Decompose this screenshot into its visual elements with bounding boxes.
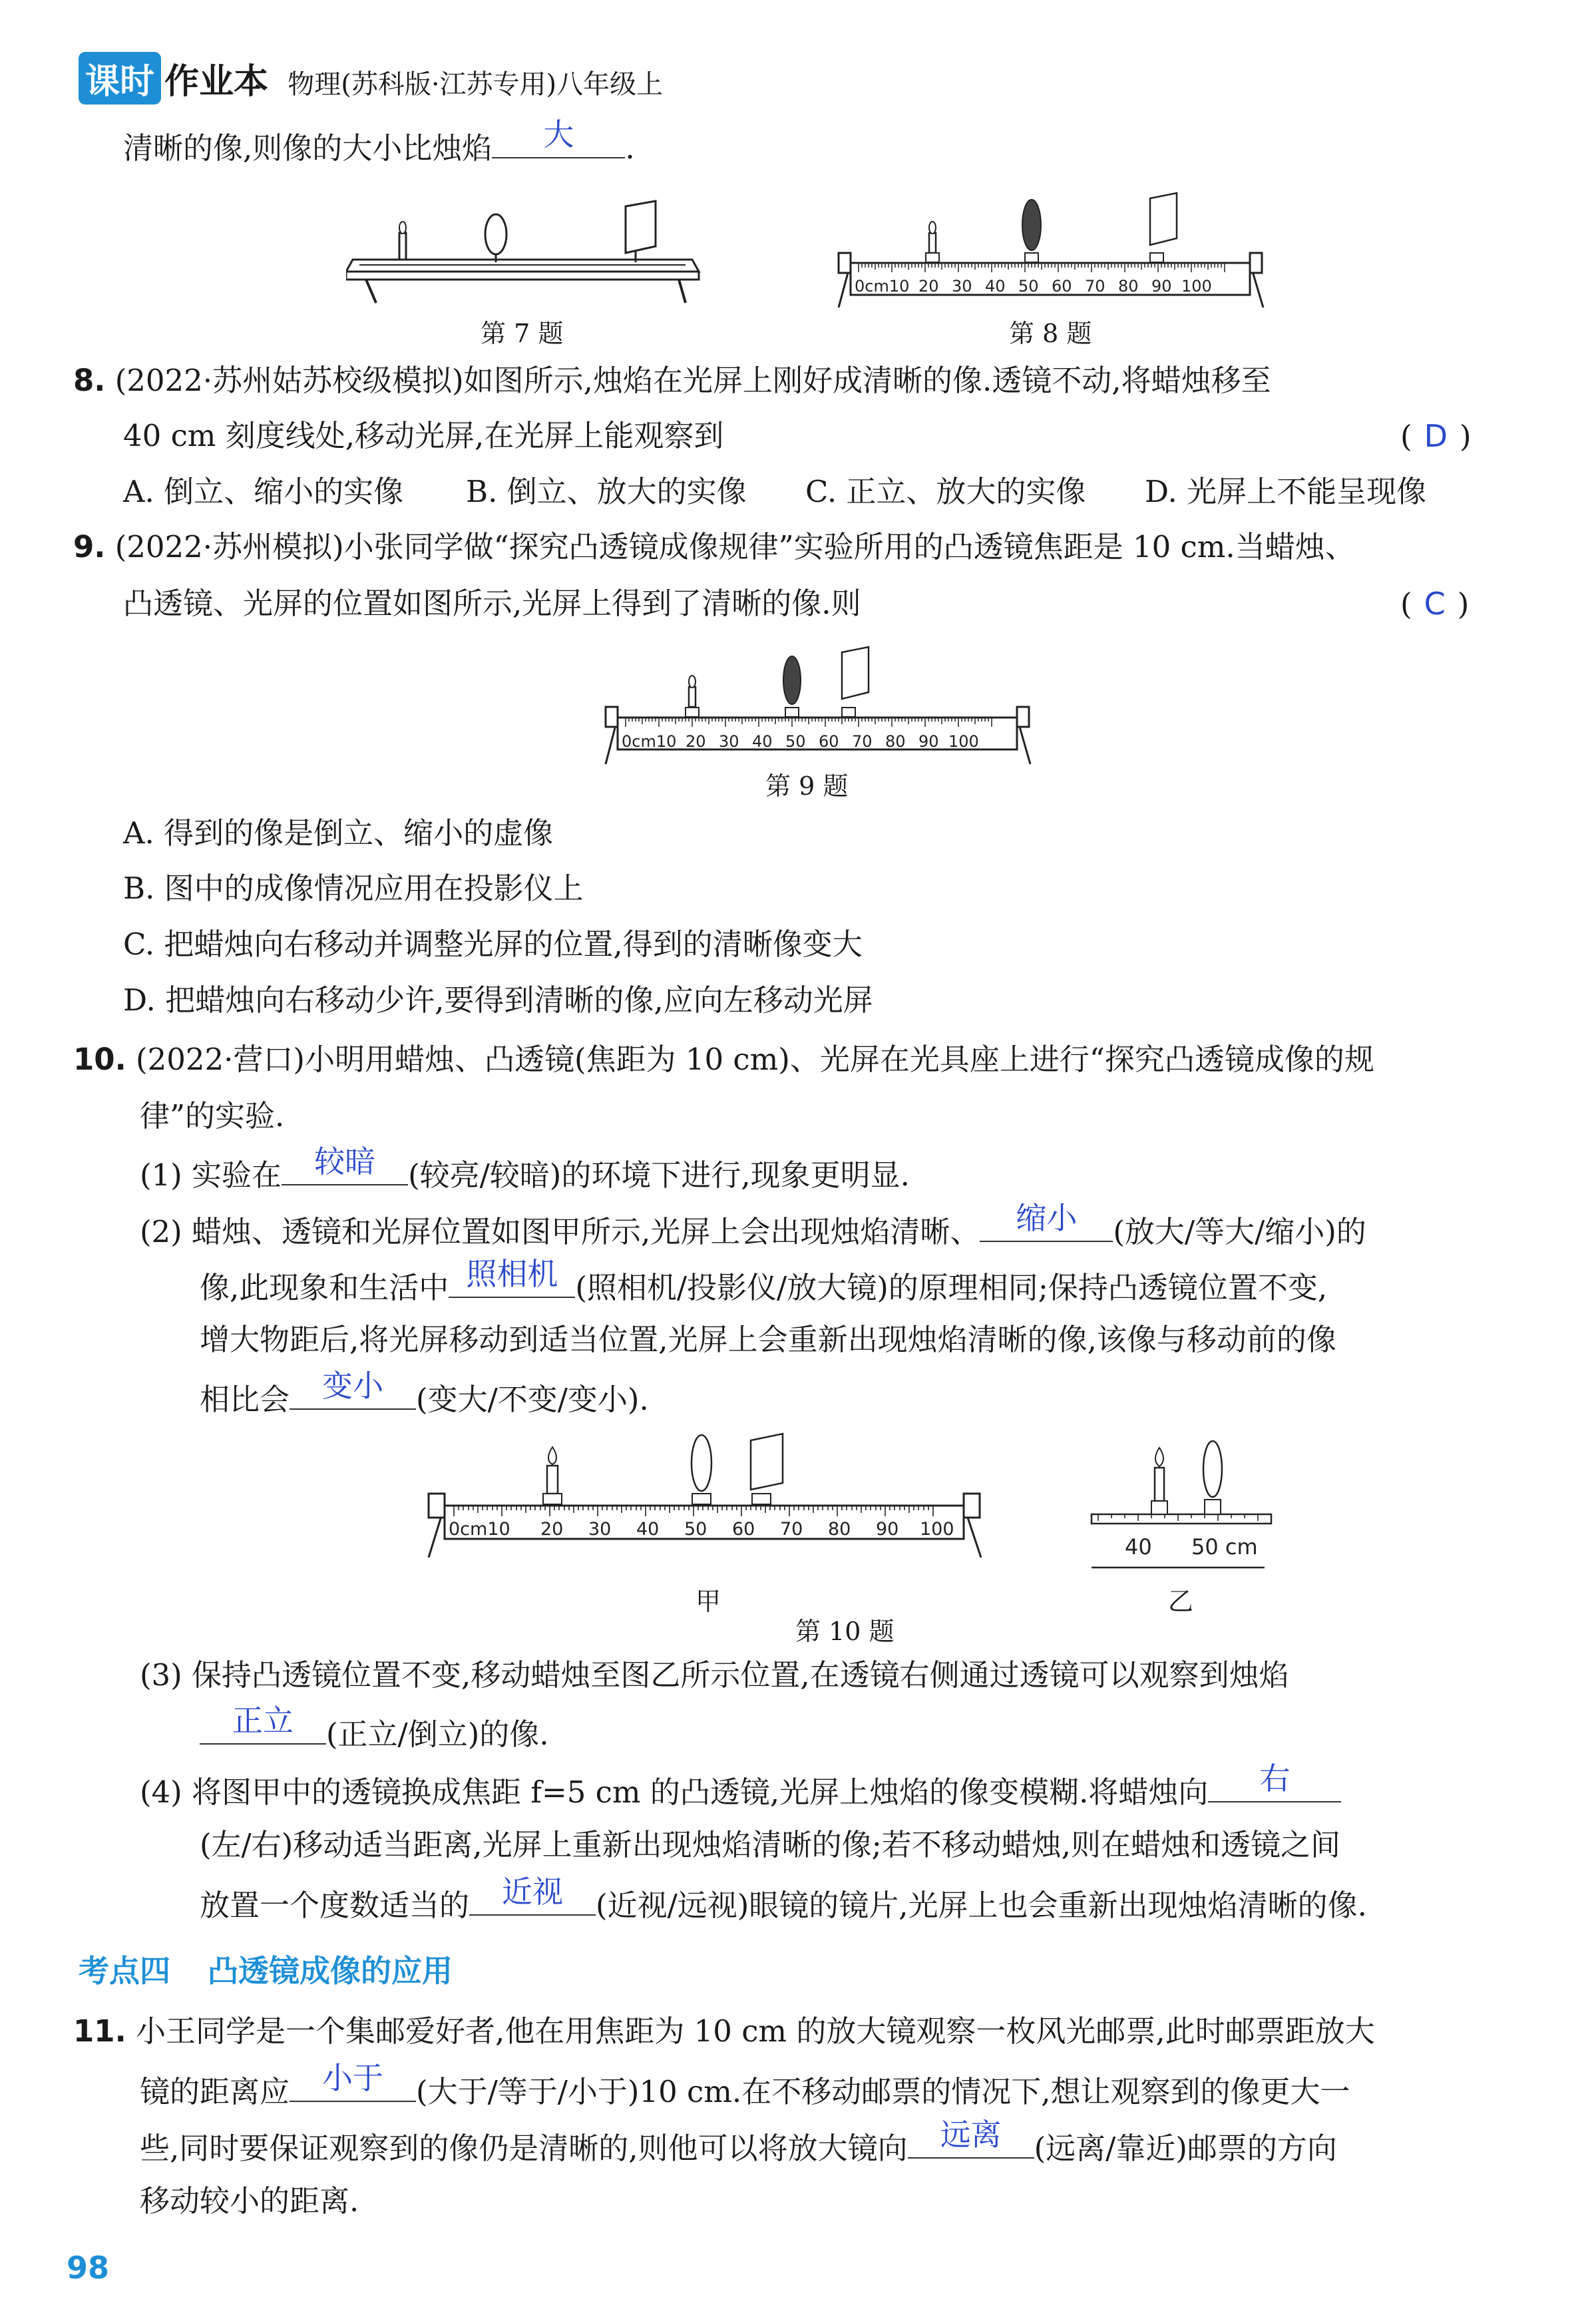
section-heading: [79, 1947, 453, 1991]
q7-answer: 大: [543, 116, 574, 152]
figure-8: [832, 186, 1271, 313]
q10-part2-line3: 增大物距后,将光屏移动到适当位置,光屏上会重新出现烛焰清晰的像,该像与移动前的像: [200, 1322, 1336, 1357]
q9-option-c: C. 把蜡烛向右移动并调整光屏的位置,得到的清晰像变大: [123, 927, 863, 962]
q10-part2-line4: [200, 1367, 649, 1418]
q11-line2: [140, 2059, 1350, 2110]
q10-part4-line2: (左/右)移动适当距离,光屏上重新出现烛焰清晰的像;若不移动蜡烛,则在蜡烛和透镜之间: [200, 1827, 1341, 1862]
brand-logo: 课时: [79, 52, 161, 105]
q8-stem-1: (2022·苏州姑苏校级模拟)如图所示,烛焰在光屏上刚好成清晰的像.透镜不动,将蜡烛移至: [114, 363, 1271, 398]
fig9-tick-label: 20: [686, 732, 706, 751]
fig8-tick-label: 100: [1181, 277, 1212, 296]
q8-answer-paren: [1400, 418, 1472, 454]
q7-text: 清晰的像,则像的大小比烛焰: [123, 130, 493, 166]
fig8-tick-label: 80: [1118, 277, 1139, 296]
q10-p4-l3-text: 放置一个度数适当的: [200, 1888, 470, 1923]
q9-number: 9.: [73, 529, 106, 564]
q9-stem-1: (2022·苏州模拟)小张同学做“探究凸透镜成像规律”实验所用的凸透镜焦距是 10 cm.当蜡烛、: [114, 529, 1355, 564]
fig9-tick-label: 60: [819, 732, 839, 751]
q7-tail: [123, 116, 635, 166]
q10-p2-text-after: (放大/等大/缩小)的: [1113, 1214, 1366, 1249]
paren-right: ): [1457, 586, 1470, 622]
q10-p1-answer: 较暗: [314, 1143, 376, 1179]
q10-p2-l2-text: 像,此现象和生活中: [200, 1270, 449, 1305]
q11-blank2: [908, 2116, 1034, 2159]
figure-10-b-label: 乙: [1168, 1587, 1194, 1616]
fig9-tick-label: 100: [948, 732, 979, 751]
fig10-tick-label: 80: [828, 1519, 851, 1540]
figure-8-caption: 第 8 题: [1009, 319, 1092, 348]
fig10-tick-label: 40: [636, 1519, 660, 1540]
q8-option-b: B. 倒立、放大的实像: [466, 474, 747, 509]
q8-stem-2: 40 cm 刻度线处,移动光屏,在光屏上能观察到: [123, 418, 724, 453]
q10-part4-line3: [200, 1873, 1367, 1924]
q9-line1: [73, 529, 1355, 565]
q10-part4-line1: [140, 1760, 1341, 1810]
q10-p2-answer3: 变小: [322, 1367, 384, 1404]
q11-l3-after: (远离/靠近)邮票的方向: [1034, 2131, 1337, 2166]
figure-10-a-label: 甲: [696, 1587, 721, 1616]
fig10b-tick-label: 40: [1125, 1534, 1152, 1560]
q10-p4-blank1: [1208, 1760, 1341, 1802]
figure-10-b: [1085, 1428, 1285, 1581]
fig8-tick-label: 60: [1052, 277, 1072, 296]
fig10-tick-label: 70: [780, 1519, 803, 1540]
fig9-tick-label: 70: [852, 732, 873, 751]
q10-p2-l4-after: (变大/不变/变小).: [416, 1382, 649, 1417]
q10-stem-2: 律”的实验.: [140, 1098, 285, 1134]
fig8-tick-label: 30: [952, 277, 972, 296]
fig10-tick-label: 20: [540, 1519, 564, 1540]
q10-p3-after: (正立/倒立)的像.: [326, 1717, 549, 1752]
page-number: 98: [67, 2250, 110, 2286]
q10-part1: [140, 1143, 910, 1193]
q9-answer-paren: [1400, 586, 1469, 622]
q10-p2-answer1: 缩小: [1016, 1199, 1078, 1236]
q9-stem-2: 凸透镜、光屏的位置如图所示,光屏上得到了清晰的像.则: [123, 586, 861, 621]
q10-p4-blank2: [469, 1873, 596, 1916]
figure-7: [346, 193, 705, 313]
figure-10-a: [419, 1424, 992, 1584]
q10-p4-answer2: 近视: [502, 1873, 564, 1910]
q10-part2-line2: [200, 1255, 1328, 1306]
q10-p1-blank: [282, 1143, 408, 1185]
q7-blank: [492, 116, 625, 158]
fig8-tick-label: 70: [1085, 277, 1105, 296]
fig9-tick-label: 40: [752, 732, 773, 751]
fig8-tick-label: 40: [985, 277, 1006, 296]
q11-answer2: 远离: [940, 2116, 1002, 2153]
section-title: 凸透镜成像的应用: [208, 1953, 453, 1989]
q10-p2-blank3: [290, 1367, 416, 1410]
fig10-tick-label: 100: [920, 1519, 954, 1540]
q10-p1-text-after: (较亮/较暗)的环境下进行,现象更明显.: [408, 1157, 910, 1193]
fig9-tick-label: 30: [719, 732, 739, 751]
q10-number: 10.: [73, 1042, 126, 1077]
q7-period: .: [625, 130, 635, 166]
fig8-tick-label: 0cm10: [855, 277, 910, 296]
q9-answer: C: [1424, 586, 1446, 622]
q11-l2-after: (大于/等于/小于)10 cm.在不移动邮票的情况下,想让观察到的像更大一: [416, 2074, 1350, 2109]
q11-line3: [140, 2116, 1337, 2167]
fig10-tick-label: 90: [876, 1519, 899, 1540]
figure-9: [599, 639, 1038, 772]
fig10-tick-label: 60: [732, 1519, 755, 1540]
figure-7-caption: 第 7 题: [481, 319, 564, 348]
q9-option-b: B. 图中的成像情况应用在投影仪上: [123, 871, 584, 906]
q8-answer: D: [1424, 418, 1448, 454]
q10-p2-l2-after: (照相机/投影仪/放大镜)的原理相同;保持凸透镜位置不变,: [575, 1270, 1328, 1305]
subject-title: 物理(苏科版·江苏专用)八年级上: [288, 69, 664, 100]
q11-stem-1: 小王同学是一个集邮爱好者,他在用焦距为 10 cm 的放大镜观察一枚风光邮票,此时邮票距放大: [136, 2013, 1375, 2049]
q10-p2-answer2: 照相机: [466, 1255, 558, 1292]
q10-p2-blank1: [980, 1199, 1113, 1242]
figure-9-caption: 第 9 题: [765, 771, 849, 801]
q11-l3-text: 些,同时要保证观察到的像仍是清晰的,则他可以将放大镜向: [140, 2131, 908, 2166]
fig8-tick-label: 90: [1151, 277, 1172, 296]
paren-left: (: [1400, 419, 1412, 454]
fig9-tick-label: 50: [785, 732, 806, 751]
q10-p4-text: (4) 将图甲中的透镜换成焦距 f=5 cm 的凸透镜,光屏上烛焰的像变模糊.将蜡烛向: [140, 1775, 1209, 1810]
fig10-tick-label: 30: [588, 1519, 612, 1540]
q10-p4-answer1: 右: [1259, 1760, 1291, 1796]
q10-p2-blank2: [449, 1255, 575, 1298]
fig10-tick-label: 50: [684, 1519, 707, 1540]
fig10b-tick-label: 50 cm: [1191, 1534, 1258, 1560]
q8-option-a: A. 倒立、缩小的实像: [123, 474, 404, 509]
q8-line1: [73, 363, 1271, 399]
q10-p4-l3-after: (近视/远视)眼镜的镜片,光屏上也会重新出现烛焰清晰的像.: [596, 1888, 1367, 1923]
fig9-tick-label: 90: [918, 732, 939, 751]
brand-title: 作业本: [164, 62, 269, 102]
q9-option-a: A. 得到的像是倒立、缩小的虚像: [123, 815, 554, 851]
q11-line1: [73, 2013, 1375, 2049]
paren-left: (: [1400, 586, 1412, 622]
q10-line1: [73, 1042, 1374, 1078]
fig9-tick-label: 0cm10: [622, 732, 677, 751]
fig8-tick-label: 20: [918, 277, 939, 296]
q9-option-d: D. 把蜡烛向右移动少许,要得到清晰的像,应向左移动光屏: [123, 982, 873, 1018]
q11-line4: 移动较小的距离.: [140, 2183, 359, 2218]
q10-part2-line1: [140, 1199, 1366, 1250]
q10-p2-text: (2) 蜡烛、透镜和光屏位置如图甲所示,光屏上会出现烛焰清晰、: [140, 1214, 980, 1249]
q8-option-c: C. 正立、放大的实像: [805, 474, 1086, 509]
paren-right: ): [1459, 419, 1472, 454]
q11-blank1: [290, 2059, 416, 2102]
q10-stem-1: (2022·营口)小明用蜡烛、凸透镜(焦距为 10 cm)、光屏在光具座上进行“探究凸透镜成像的规: [136, 1042, 1374, 1077]
q10-p3-answer: 正立: [232, 1702, 294, 1739]
figure-10-caption: 第 10 题: [795, 1617, 895, 1646]
q10-p2-l4-text: 相比会: [200, 1382, 290, 1417]
fig8-tick-label: 50: [1018, 277, 1039, 296]
q10-part3-line1: (3) 保持凸透镜位置不变,移动蜡烛至图乙所示位置,在透镜右侧通过透镜可以观察到烛焰: [140, 1657, 1289, 1693]
header: [79, 52, 663, 105]
q11-l2-text: 镜的距离应: [140, 2074, 290, 2109]
q11-number: 11.: [73, 2013, 126, 2049]
q10-part3-line2: [200, 1702, 549, 1753]
fig9-tick-label: 80: [885, 732, 906, 751]
q8-option-d: D. 光屏上不能呈现像: [1145, 474, 1427, 509]
q10-p3-blank: [200, 1702, 326, 1745]
q8-number: 8.: [73, 363, 106, 398]
q10-p1-text: (1) 实验在: [140, 1157, 282, 1193]
section-label: 考点四: [79, 1953, 170, 1989]
q11-answer1: 小于: [322, 2059, 384, 2096]
fig10-tick-label: 0cm10: [449, 1519, 510, 1540]
